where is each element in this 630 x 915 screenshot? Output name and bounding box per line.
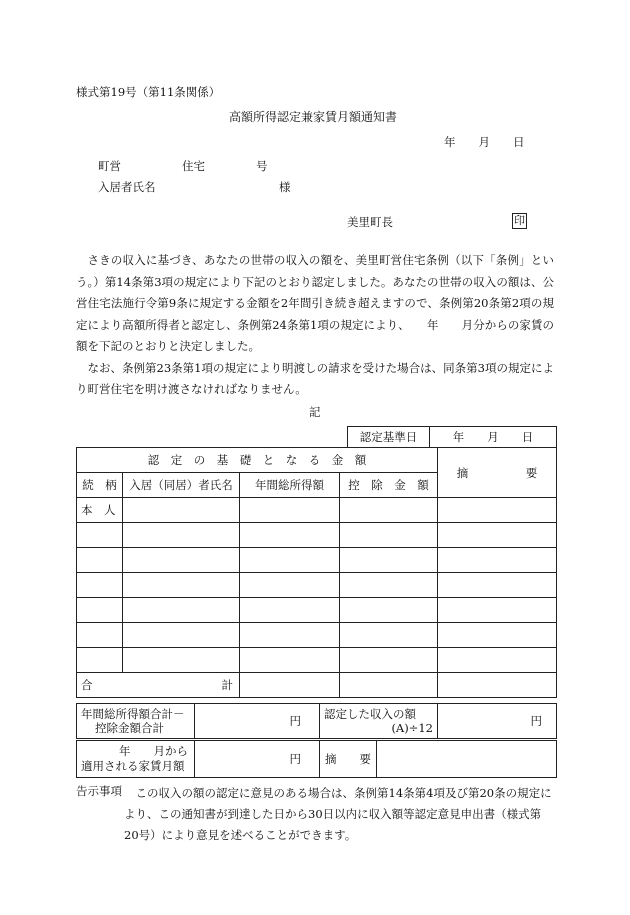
table-row	[77, 548, 557, 573]
remarks-header: 摘 要	[438, 448, 557, 498]
total-row	[77, 673, 557, 698]
address-number: 号	[256, 159, 268, 173]
basis-header: 認 定 の 基 礎 と な る 金 額	[77, 448, 438, 473]
rent-applied-label: 適用される家賃月額	[81, 759, 185, 773]
total-label-left: 合	[81, 678, 93, 692]
table-row	[77, 648, 557, 673]
page-title: 高額所得認定兼家賃月額通知書	[229, 110, 398, 124]
income-minus-label-2: 控除金額合計	[95, 721, 164, 735]
col-deduction: 控 除 金 額	[340, 473, 438, 498]
col-relation: 続 柄	[77, 473, 123, 498]
address-housing: 住宅	[182, 159, 205, 173]
table-row	[77, 523, 557, 548]
total-label-right: 計	[221, 678, 233, 692]
income-basis-table	[76, 447, 557, 698]
seal-icon: 印	[514, 214, 525, 227]
table-row	[77, 598, 557, 623]
rent-table	[76, 740, 557, 778]
ki-heading: 記	[309, 405, 321, 419]
resident-name-label: 入居者氏名	[98, 180, 156, 194]
reference-date-value: 年 月 日	[430, 427, 557, 448]
notice-label: 告示事項	[76, 784, 122, 798]
table-row	[77, 498, 557, 523]
notice-text: この収入の額の認定に意見のある場合は、条例第14条第4項及び第20条の規定により、この通知書が到達した日から30日以内に収入額等認定意見申出書（様式第20号）により意見を述べることができます。	[124, 786, 552, 842]
body-paragraph-1: さきの収入に基づき、あなたの世帯の収入の額を、美里町営住宅条例（以下「条例」という。）第14条第3項の規定により下記のとおり認定しました。あなたの世帯の収入の額は、公営住宅法施行令第9条に規定する金額を2年間引き続き超えますので、条例第20条第2項の規定により高額所得者と認定し、条例第24条第1項の規定により、 年 月分からの家賃の額を下記のとおりと決定しました。	[76, 253, 554, 353]
form-number: 様式第19号（第11条関係）	[76, 85, 221, 99]
yen-2: 円	[438, 704, 557, 739]
relation-self: 本 人	[77, 498, 123, 523]
remarks-label: 摘 要	[320, 741, 377, 778]
summary-table	[76, 703, 557, 739]
col-annual-income: 年間総所得額	[240, 473, 340, 498]
address-town: 町営	[98, 159, 121, 173]
body-paragraph-2: なお、条例第23条第1項の規定により明渡しの請求を受けた場合は、同条第3項の規定により町営住宅を明け渡さなければなりません。	[76, 360, 554, 396]
reference-date-label: 認定基準日	[348, 427, 430, 448]
issue-date: 年 月 日	[444, 135, 525, 149]
body-text	[76, 250, 554, 401]
yen-1: 円	[195, 704, 320, 739]
col-name: 入居（同居）者氏名	[123, 473, 240, 498]
yen-3: 円	[195, 741, 320, 778]
certified-formula: (A)÷12	[391, 721, 433, 735]
reference-date-table	[347, 426, 557, 448]
certified-income-label: 認定した収入の額	[324, 707, 416, 721]
income-minus-label-1: 年間総所得額合計－	[81, 707, 185, 721]
issuer-name: 美里町長	[347, 215, 393, 229]
table-row	[77, 573, 557, 598]
rent-from-label: 年 月から	[119, 744, 188, 758]
seal-mark	[512, 213, 527, 229]
honorific: 様	[279, 180, 291, 194]
table-row	[77, 623, 557, 648]
